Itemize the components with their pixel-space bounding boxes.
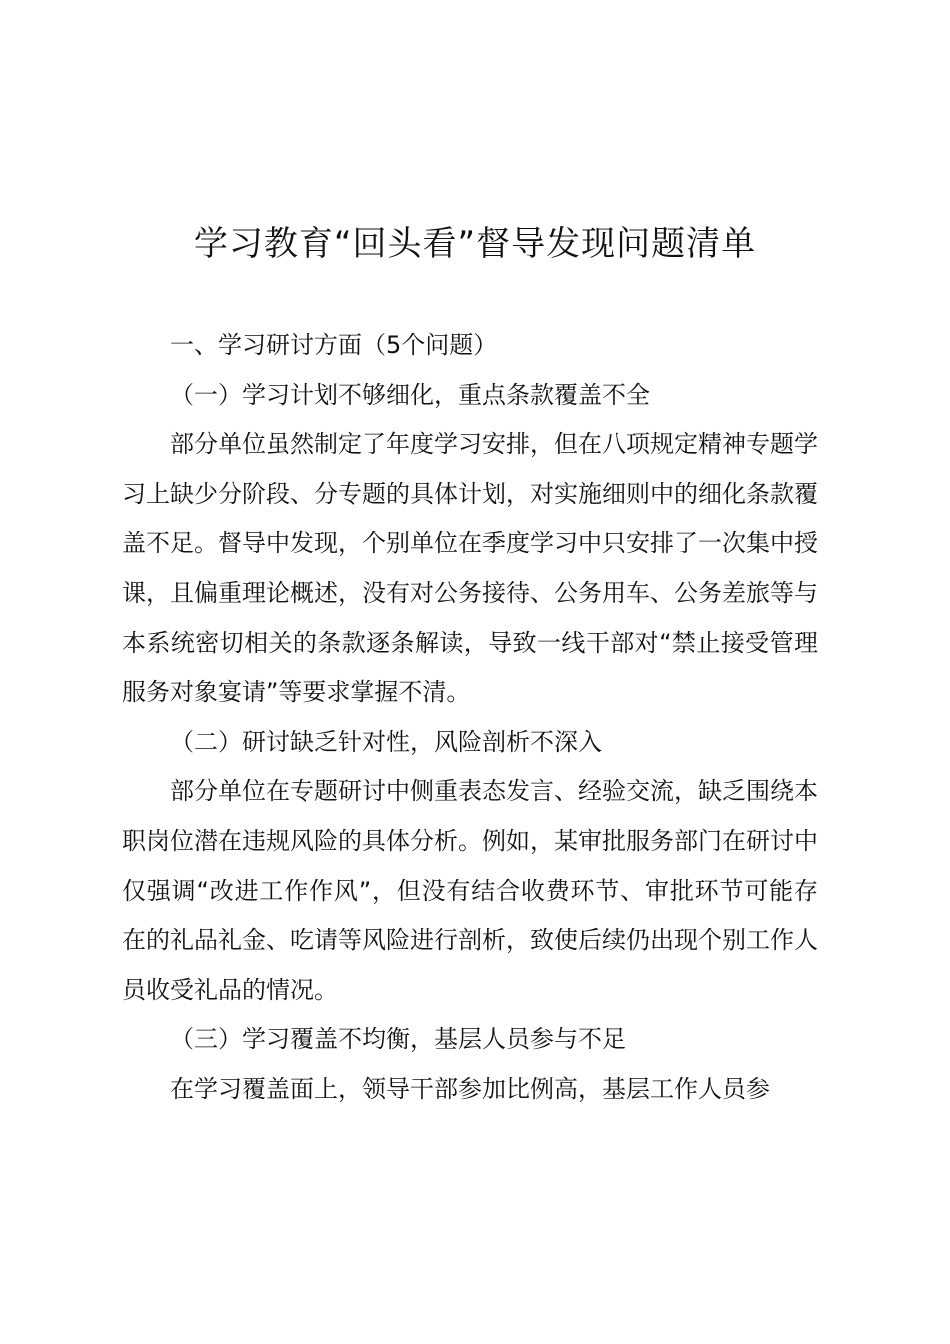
document-body — [122, 321, 818, 1115]
item-paragraph: 部分单位在专题研讨中侧重表态发言、经验交流，缺乏围绕本职岗位潜在违规风险的具体分析。例如，某审批服务部门在研讨中仅强调“改进工作作风”，但没有结合收费环节、审批环节可能存在的礼品礼金、吃请等风险进行剖析，致使后续仍出现个别工作人员收受礼品的情况。 — [122, 777, 818, 1004]
section-heading: 一、学习研讨方面（5个问题） — [170, 331, 498, 359]
item-heading: （二）研讨缺乏针对性，风险剖析不深入 — [170, 727, 602, 756]
item-paragraph: 部分单位虽然制定了年度学习安排，但在八项规定精神专题学习上缺少分阶段、分专题的具体计划，对实施细则中的细化条款覆盖不足。督导中发现，个别单位在季度学习中只安排了一次集中授课，且偏重理论概述，没有对公务接待、公务用车、公务差旅等与本系统密切相关的条款逐条解读，导致一线干部对“禁止接受管理服务对象宴请”等要求掌握不清。 — [122, 430, 818, 707]
item-paragraph: 在学习覆盖面上，领导干部参加比例高，基层工作人员参 — [170, 1074, 770, 1103]
item-heading: （一）学习计划不够细化，重点条款覆盖不全 — [170, 380, 650, 409]
item-heading: （三）学习覆盖不均衡，基层人员参与不足 — [170, 1025, 626, 1054]
document-title: 学习教育“回头看”督导发现问题清单 — [193, 224, 757, 264]
